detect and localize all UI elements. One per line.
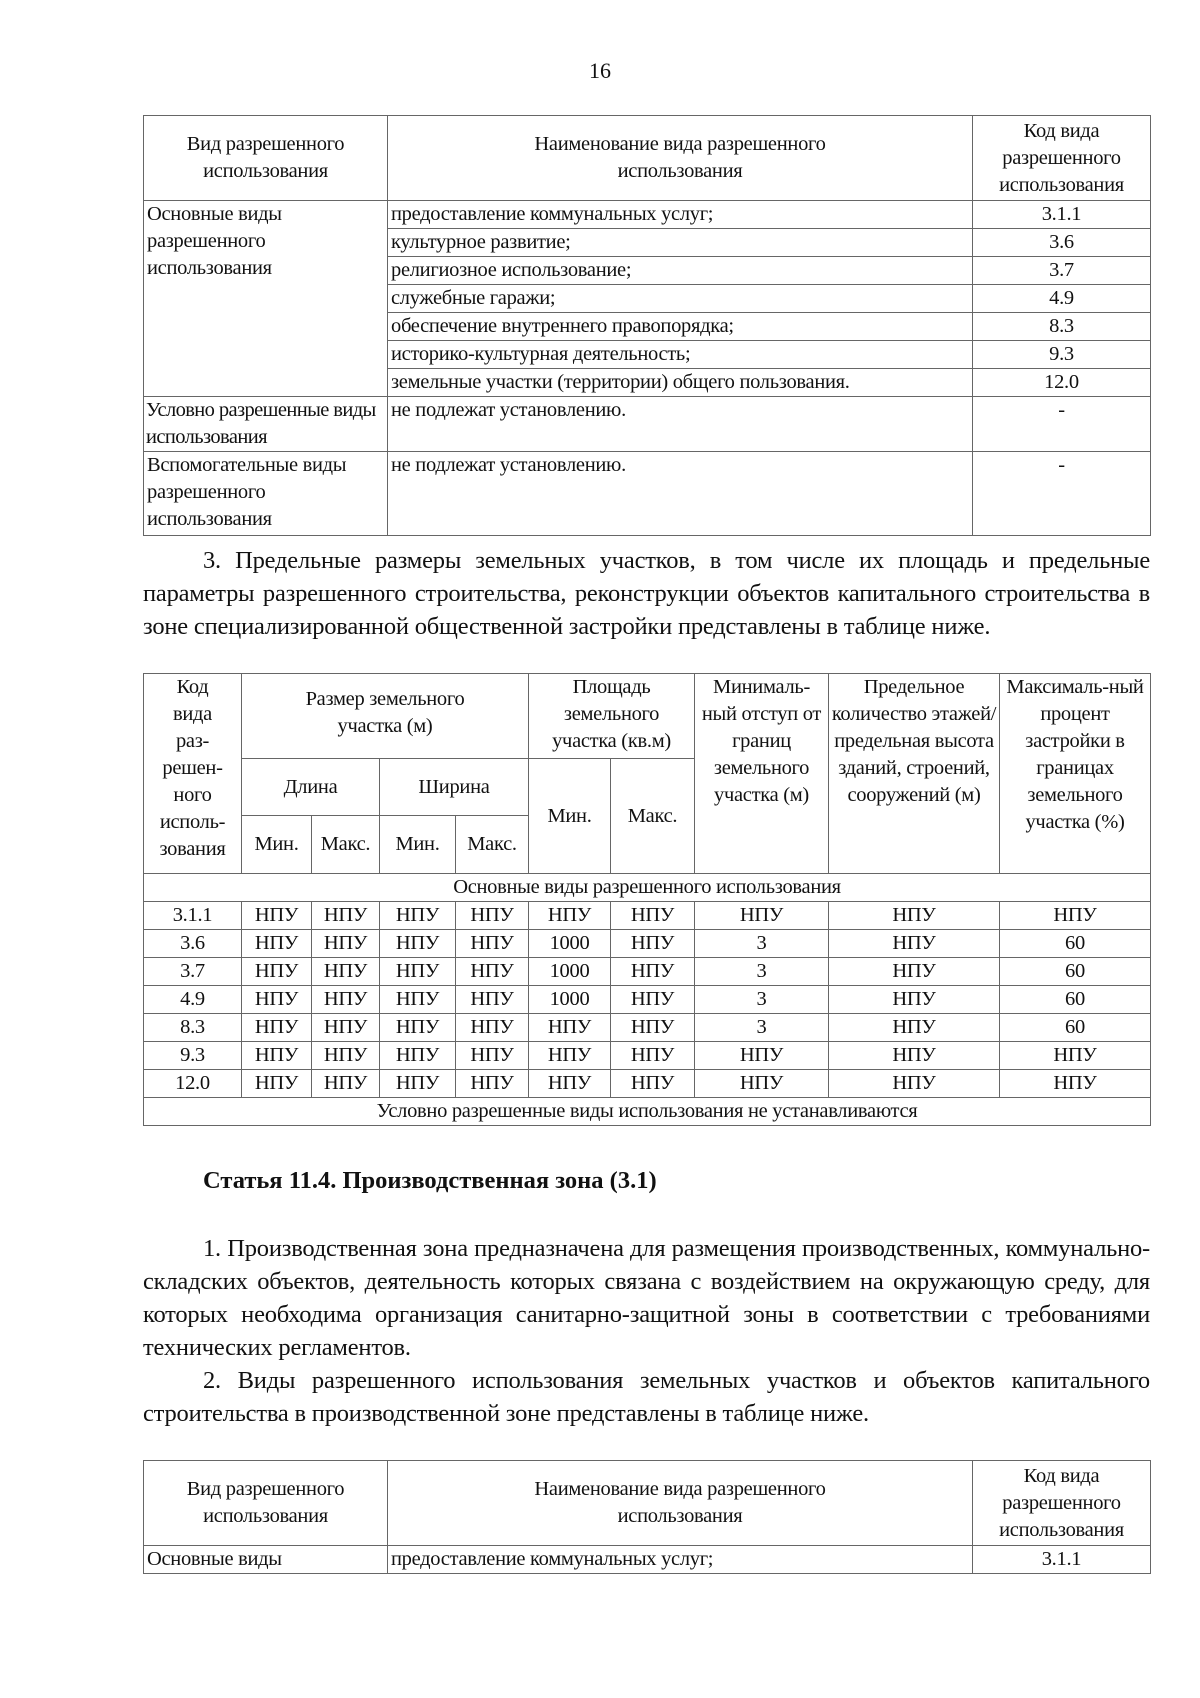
header-setback: Минималь-ный отступ от границ земельного участка (м) bbox=[695, 674, 829, 874]
value-cell: НПУ bbox=[529, 1042, 611, 1070]
paragraph-text: 3. Предельные размеры земельных участков, в том числе их площадь и предельные параметры разрешенного строительства, реконструкции объектов капитального строительства в зоне специализированной общественной застройки представлены в таблице ниже. bbox=[143, 547, 1150, 640]
code-cell: 3.7 bbox=[144, 958, 242, 986]
group-cell: Условно разрешенные виды использования bbox=[144, 397, 388, 452]
table-row bbox=[144, 958, 1151, 986]
table-row bbox=[144, 201, 1151, 229]
code-cell: 12.0 bbox=[144, 1070, 242, 1098]
header-area: Площадь земельного участка (кв.м) bbox=[529, 674, 695, 759]
paragraph-text: 2. Виды разрешенного использования земельных участков и объектов капитального строительства в производственной зоне представлены в таблице ниже. bbox=[143, 1367, 1150, 1427]
value-cell: НПУ bbox=[829, 986, 1000, 1014]
code-cell: 3.1.1 bbox=[144, 902, 242, 930]
name-cell: предоставление коммунальных услуг; bbox=[388, 201, 973, 229]
table-row bbox=[144, 452, 1151, 536]
value-cell: НПУ bbox=[1000, 1042, 1151, 1070]
paragraph-3 bbox=[143, 544, 1150, 643]
code-cell: 12.0 bbox=[973, 369, 1151, 397]
value-cell: 60 bbox=[1000, 1014, 1151, 1042]
value-cell: НПУ bbox=[695, 902, 829, 930]
value-cell: НПУ bbox=[380, 986, 456, 1014]
table-row bbox=[144, 930, 1151, 958]
value-cell: НПУ bbox=[1000, 902, 1151, 930]
value-cell: НПУ bbox=[829, 1042, 1000, 1070]
header-floors: Предельное количество этажей/ предельная высота зданий, строений, сооружений (м) bbox=[829, 674, 1000, 874]
table-row bbox=[144, 397, 1151, 452]
header-cell: Код вида разрешенного использования bbox=[973, 116, 1151, 201]
value-cell: НПУ bbox=[456, 986, 529, 1014]
value-cell: НПУ bbox=[312, 1014, 380, 1042]
header-width-min: Мин. bbox=[380, 816, 456, 874]
section-main-label: Основные виды разрешенного использования bbox=[144, 874, 1151, 902]
value-cell: НПУ bbox=[611, 1042, 695, 1070]
value-cell: НПУ bbox=[380, 958, 456, 986]
name-cell: религиозное использование; bbox=[388, 257, 973, 285]
code-cell: 3.1.1 bbox=[973, 201, 1151, 229]
value-cell: 3 bbox=[695, 986, 829, 1014]
code-cell: - bbox=[973, 452, 1151, 536]
value-cell: НПУ bbox=[611, 902, 695, 930]
code-cell: 8.3 bbox=[973, 313, 1151, 341]
value-cell: НПУ bbox=[529, 1070, 611, 1098]
table-row bbox=[144, 986, 1151, 1014]
value-cell: НПУ bbox=[611, 986, 695, 1014]
table-row bbox=[144, 1014, 1151, 1042]
value-cell: НПУ bbox=[829, 1014, 1000, 1042]
value-cell: НПУ bbox=[312, 1070, 380, 1098]
header-area-max: Макс. bbox=[611, 759, 695, 874]
code-cell: 4.9 bbox=[144, 986, 242, 1014]
value-cell: 3 bbox=[695, 958, 829, 986]
header-cell: Код вида разрешенного использования bbox=[973, 1461, 1151, 1546]
code-cell: 9.3 bbox=[973, 341, 1151, 369]
value-cell: НПУ bbox=[829, 930, 1000, 958]
value-cell: НПУ bbox=[380, 1014, 456, 1042]
value-cell: НПУ bbox=[312, 1042, 380, 1070]
group-cell: Основные виды bbox=[144, 1546, 388, 1574]
value-cell: НПУ bbox=[242, 986, 312, 1014]
value-cell: НПУ bbox=[695, 1070, 829, 1098]
name-cell: культурное развитие; bbox=[388, 229, 973, 257]
name-cell: не подлежат установлению. bbox=[388, 397, 973, 452]
code-cell: 3.1.1 bbox=[973, 1546, 1151, 1574]
table-row bbox=[144, 902, 1151, 930]
value-cell: НПУ bbox=[312, 986, 380, 1014]
name-cell: обеспечение внутреннего правопорядка; bbox=[388, 313, 973, 341]
value-cell: НПУ bbox=[829, 902, 1000, 930]
value-cell: 3 bbox=[695, 930, 829, 958]
group-cell: Основные виды разрешенного использования bbox=[144, 201, 388, 397]
name-cell: историко-культурная деятельность; bbox=[388, 341, 973, 369]
article-heading: Статья 11.4. Производственная зона (3.1) bbox=[203, 1167, 657, 1194]
value-cell: 60 bbox=[1000, 986, 1151, 1014]
header-code: Код вида раз-решен-ного исполь-зования bbox=[144, 674, 242, 874]
table-row bbox=[144, 1546, 1151, 1574]
table-row bbox=[144, 1042, 1151, 1070]
code-cell: 3.6 bbox=[973, 229, 1151, 257]
header-area-min: Мин. bbox=[529, 759, 611, 874]
code-cell: 3.6 bbox=[144, 930, 242, 958]
header-percent: Максималь-ный процент застройки в границах земельного участка (%) bbox=[1000, 674, 1151, 874]
group-cell: Вспомогательные виды разрешенного использования bbox=[144, 452, 388, 536]
value-cell: НПУ bbox=[312, 902, 380, 930]
value-cell: НПУ bbox=[529, 902, 611, 930]
value-cell: НПУ bbox=[529, 1014, 611, 1042]
header-length-min: Мин. bbox=[242, 816, 312, 874]
name-cell: служебные гаражи; bbox=[388, 285, 973, 313]
value-cell: НПУ bbox=[456, 930, 529, 958]
value-cell: НПУ bbox=[242, 902, 312, 930]
table-footer-note: Условно разрешенные виды использования не устанавливаются bbox=[144, 1098, 1151, 1126]
code-cell: 3.7 bbox=[973, 257, 1151, 285]
table-row bbox=[144, 1070, 1151, 1098]
value-cell: НПУ bbox=[380, 930, 456, 958]
value-cell: НПУ bbox=[1000, 1070, 1151, 1098]
value-cell: НПУ bbox=[456, 902, 529, 930]
value-cell: НПУ bbox=[456, 1042, 529, 1070]
code-cell: 8.3 bbox=[144, 1014, 242, 1042]
value-cell: НПУ bbox=[611, 958, 695, 986]
name-cell: земельные участки (территории) общего пользования. bbox=[388, 369, 973, 397]
value-cell: НПУ bbox=[611, 1070, 695, 1098]
value-cell: 1000 bbox=[529, 958, 611, 986]
value-cell: НПУ bbox=[312, 930, 380, 958]
header-cell: Наименование вида разрешенного использования bbox=[388, 1461, 973, 1546]
header-length: Длина bbox=[242, 759, 380, 816]
paragraph-text: 1. Производственная зона предназначена для размещения производственных, коммунально-складских объектов, деятельность которых связана с воздействием на окружающую среду, для которых необходима организация санитарно-защитной зоны в соответствии с требованиями технических регламентов. bbox=[143, 1235, 1150, 1361]
code-cell: 4.9 bbox=[973, 285, 1151, 313]
code-cell: 9.3 bbox=[144, 1042, 242, 1070]
header-cell: Вид разрешенного использования bbox=[144, 1461, 388, 1546]
value-cell: НПУ bbox=[456, 958, 529, 986]
code-cell: - bbox=[973, 397, 1151, 452]
value-cell: 1000 bbox=[529, 986, 611, 1014]
header-cell: Наименование вида разрешенного использования bbox=[388, 116, 973, 201]
permitted-use-table bbox=[143, 115, 1151, 536]
value-cell: НПУ bbox=[829, 1070, 1000, 1098]
name-cell: предоставление коммунальных услуг; bbox=[388, 1546, 973, 1574]
header-width: Ширина bbox=[380, 759, 529, 816]
value-cell: 60 bbox=[1000, 930, 1151, 958]
production-zone-use-table bbox=[143, 1460, 1151, 1574]
value-cell: НПУ bbox=[380, 902, 456, 930]
parameters-table bbox=[143, 673, 1151, 1126]
value-cell: НПУ bbox=[611, 1014, 695, 1042]
paragraph-2 bbox=[143, 1364, 1150, 1430]
value-cell: 1000 bbox=[529, 930, 611, 958]
header-cell: Вид разрешенного использования bbox=[144, 116, 388, 201]
value-cell: НПУ bbox=[242, 1070, 312, 1098]
name-cell: не подлежат установлению. bbox=[388, 452, 973, 536]
value-cell: НПУ bbox=[242, 930, 312, 958]
value-cell: НПУ bbox=[829, 958, 1000, 986]
header-width-max: Макс. bbox=[456, 816, 529, 874]
header-size: Размер земельного участка (м) bbox=[242, 674, 529, 759]
value-cell: 3 bbox=[695, 1014, 829, 1042]
value-cell: НПУ bbox=[242, 1014, 312, 1042]
header-length-max: Макс. bbox=[312, 816, 380, 874]
table-header-row bbox=[144, 116, 1151, 201]
page-number: 16 bbox=[589, 58, 611, 83]
value-cell: НПУ bbox=[456, 1070, 529, 1098]
value-cell: НПУ bbox=[312, 958, 380, 986]
value-cell: НПУ bbox=[456, 1014, 529, 1042]
value-cell: НПУ bbox=[611, 930, 695, 958]
value-cell: НПУ bbox=[695, 1042, 829, 1070]
value-cell: НПУ bbox=[242, 1042, 312, 1070]
value-cell: НПУ bbox=[242, 958, 312, 986]
value-cell: 60 bbox=[1000, 958, 1151, 986]
paragraph-1 bbox=[143, 1232, 1150, 1364]
value-cell: НПУ bbox=[380, 1070, 456, 1098]
value-cell: НПУ bbox=[380, 1042, 456, 1070]
